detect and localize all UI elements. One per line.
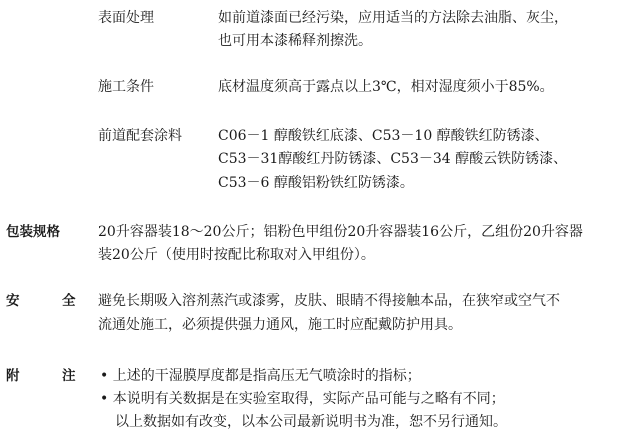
- notes-item-1: • 上述的干湿膜厚度都是指高压无气喷涂时的指标；: [100, 368, 421, 384]
- matching-primer-label: 前道配套涂料: [98, 128, 182, 144]
- construction-conditions-label: 施工条件: [98, 79, 154, 95]
- construction-conditions-text: 底材温度须高于露点以上3℃，相对湿度须小于85%。: [218, 79, 554, 95]
- surface-treatment-text-line-1: 如前道漆面已经污染，应用适当的方法除去油脂、灰尘，: [218, 10, 568, 26]
- packaging-text-line-1: 20升容器装18～20公斤；铝粉色甲组份20升容器装16公斤，乙组份20升容器: [98, 224, 583, 240]
- safety-heading-char-2: 全: [62, 293, 76, 309]
- surface-treatment-text-line-2: 也可用本漆稀释剂擦洗。: [218, 33, 372, 49]
- matching-primer-text-line-2: C53－31醇酸红丹防锈漆、C53－34 醇酸云铁防锈漆、: [218, 151, 568, 167]
- safety-text-line-2: 流通处施工，必须提供强力通风，施工时应配戴防护用具。: [98, 317, 462, 333]
- packaging-heading: 包装规格: [6, 224, 60, 240]
- safety-text-line-1: 避免长期吸入溶剂蒸汽或漆雾，皮肤、眼睛不得接触本品，在狭窄或空气不: [98, 293, 560, 309]
- safety-heading-char-1: 安: [6, 293, 20, 309]
- notes-heading-char-2: 注: [62, 368, 76, 384]
- notes-item-2: • 本说明有关数据是在实验室取得，实际产品可能与之略有不同；: [100, 391, 505, 407]
- notes-heading-char-1: 附: [6, 368, 20, 384]
- matching-primer-text-line-1: C06－1 醇酸铁红底漆、C53－10 醇酸铁红防锈漆、: [218, 128, 549, 144]
- notes-item-2-continuation: 以上数据如有改变，以本公司最新说明书为准，恕不另行通知。: [115, 414, 507, 430]
- matching-primer-text-line-3: C53－6 醇酸铝粉铁红防锈漆。: [218, 175, 414, 191]
- packaging-text-line-2: 装20公斤（使用时按配比称取对入甲组份）。: [98, 247, 375, 263]
- surface-treatment-label: 表面处理: [98, 10, 154, 26]
